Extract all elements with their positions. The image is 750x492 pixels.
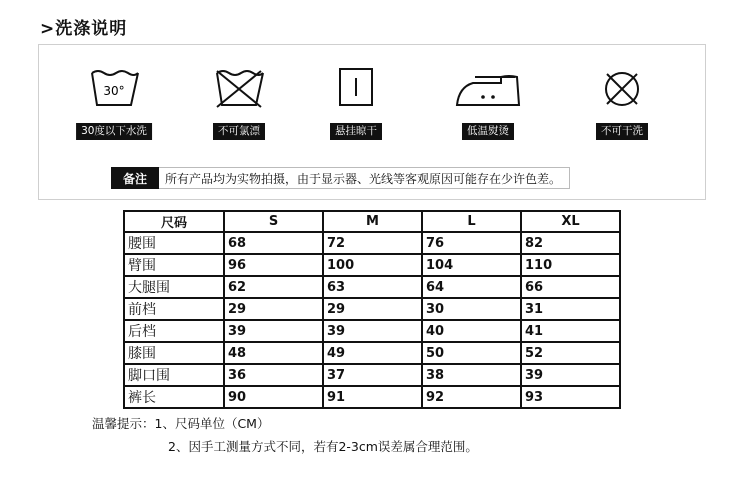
table-row-label: 腰围: [124, 232, 224, 254]
table-header-cell: M: [323, 211, 422, 232]
care-item-hang-dry: [301, 65, 411, 145]
table-cell: 48: [224, 342, 323, 364]
table-cell: 82: [521, 232, 620, 254]
care-item-wash-30: [59, 65, 169, 145]
table-header-cell: XL: [521, 211, 620, 232]
table-cell: 40: [422, 320, 521, 342]
care-item-no-bleach: [184, 65, 294, 145]
tip-line-1: 温馨提示：1、尺码单位（CM）: [92, 416, 270, 431]
table-cell: 29: [323, 298, 422, 320]
table-row: [124, 276, 620, 298]
wash-temperature-text: 30°: [103, 84, 125, 98]
table-cell: 49: [323, 342, 422, 364]
table-row-label: 裤长: [124, 386, 224, 408]
note-text: 所有产品均为实物拍摄，由于显示器、光线等客观原因可能存在少许色差。: [159, 167, 570, 189]
table-row: [124, 320, 620, 342]
table-cell: 62: [224, 276, 323, 298]
care-instructions-panel: [38, 44, 706, 200]
table-cell: 50: [422, 342, 521, 364]
care-label: 悬挂晾干: [330, 123, 382, 140]
table-cell: 104: [422, 254, 521, 276]
table-cell: 29: [224, 298, 323, 320]
table-cell: 92: [422, 386, 521, 408]
table-cell: 31: [521, 298, 620, 320]
care-label: 不可干洗: [596, 123, 648, 140]
table-cell: 41: [521, 320, 620, 342]
table-cell: 66: [521, 276, 620, 298]
size-table: [123, 210, 621, 409]
table-cell: 38: [422, 364, 521, 386]
table-cell: 90: [224, 386, 323, 408]
note-tag: 备注: [111, 167, 159, 189]
table-cell: 63: [323, 276, 422, 298]
table-row: [124, 254, 620, 276]
note-row: [111, 167, 570, 189]
table-cell: 39: [521, 364, 620, 386]
table-cell: 100: [323, 254, 422, 276]
care-label: 30度以下水洗: [76, 123, 152, 140]
table-cell: 93: [521, 386, 620, 408]
table-row-label: 脚口围: [124, 364, 224, 386]
table-cell: 52: [521, 342, 620, 364]
tip-line-2: 2、因手工测量方式不同，若有2-3cm误差属合理范围。: [168, 439, 478, 454]
table-row: [124, 386, 620, 408]
table-cell: 110: [521, 254, 620, 276]
table-row-label: 臂围: [124, 254, 224, 276]
table-row-label: 膝围: [124, 342, 224, 364]
care-item-iron-low: [433, 65, 543, 145]
table-header-row: [124, 211, 620, 232]
wash-30-icon: [86, 65, 142, 113]
table-cell: 30: [422, 298, 521, 320]
table-header-cell: S: [224, 211, 323, 232]
table-cell: 36: [224, 364, 323, 386]
care-label: 低温熨烫: [462, 123, 514, 140]
care-label: 不可氯漂: [213, 123, 265, 140]
table-cell: 96: [224, 254, 323, 276]
no-dry-clean-icon: [598, 65, 646, 113]
table-row-label: 前档: [124, 298, 224, 320]
table-row: [124, 364, 620, 386]
table-cell: 39: [224, 320, 323, 342]
table-header-cell: 尺码: [124, 211, 224, 232]
iron-low-icon: [453, 65, 523, 113]
table-cell: 76: [422, 232, 521, 254]
table-row-label: 后档: [124, 320, 224, 342]
table-row: [124, 342, 620, 364]
hang-dry-icon: [336, 65, 376, 113]
table-row: [124, 298, 620, 320]
table-row-label: 大腿围: [124, 276, 224, 298]
table-cell: 68: [224, 232, 323, 254]
table-cell: 64: [422, 276, 521, 298]
table-header-cell: L: [422, 211, 521, 232]
table-row: [124, 232, 620, 254]
table-cell: 91: [323, 386, 422, 408]
no-bleach-icon: [211, 65, 267, 113]
table-cell: 39: [323, 320, 422, 342]
page-title: >洗涤说明: [40, 19, 128, 39]
table-cell: 37: [323, 364, 422, 386]
care-item-no-dry-clean: [567, 65, 677, 145]
table-cell: 72: [323, 232, 422, 254]
